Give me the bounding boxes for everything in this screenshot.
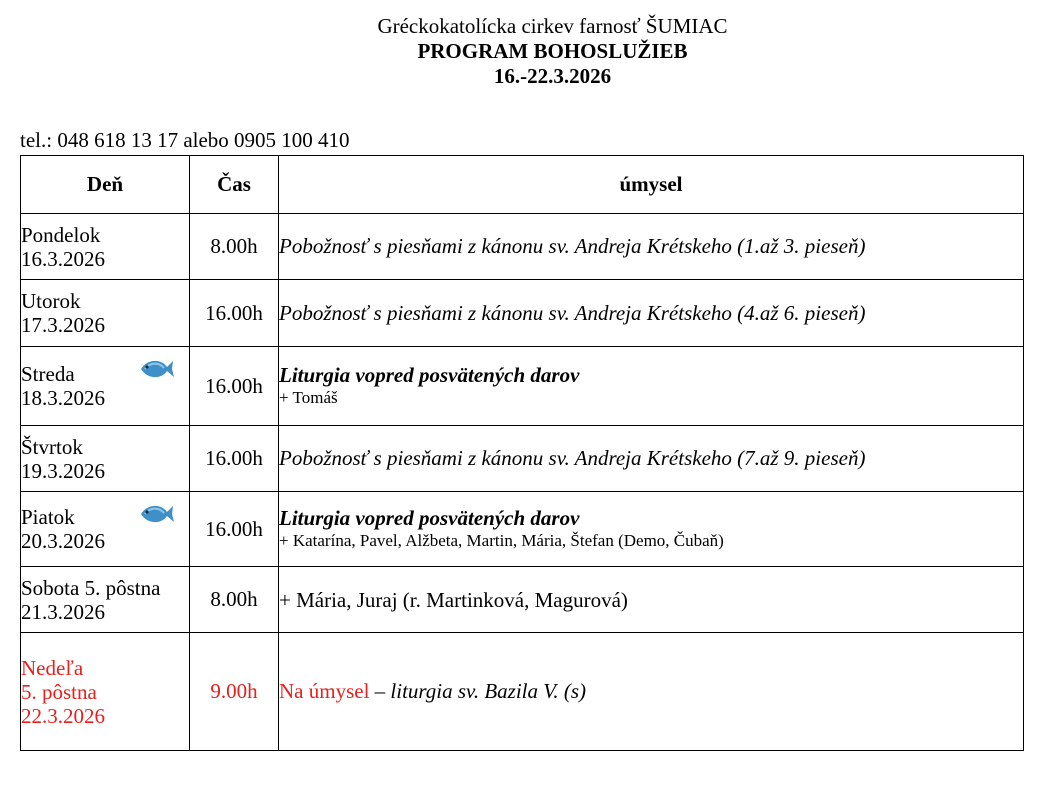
- intent-italic: liturgia sv. Bazila V. (s): [390, 679, 587, 703]
- day-date: 22.3.2026: [21, 703, 105, 728]
- time-cell: 8.00h: [190, 567, 279, 633]
- intent-cell: Pobožnosť s piesňami z kánonu sv. Andreja Krétskeho (1.až 3. pieseň): [279, 214, 1024, 280]
- date-range: 16.-22.3.2026: [493, 64, 612, 88]
- table-row: [21, 492, 1024, 567]
- contact-phone: tel.: 048 618 13 17 alebo 0905 100 410: [20, 128, 350, 152]
- day-date: 18.3.2026: [21, 386, 105, 410]
- fish-icon: [139, 502, 175, 526]
- time-cell: 16.00h: [190, 492, 279, 567]
- day-cell: [21, 214, 190, 280]
- table-row: [21, 426, 1024, 492]
- intent-title: Liturgia vopred posvätených darov: [279, 506, 580, 530]
- intent-cell: Pobožnosť s piesňami z kánonu sv. Andreja Krétskeho (4.až 6. pieseň): [279, 280, 1024, 347]
- table-row: [21, 633, 1024, 751]
- day-name: Utorok: [21, 289, 81, 313]
- intent-cell: [279, 633, 1024, 751]
- day-date: 16.3.2026: [21, 246, 105, 271]
- time-cell: 16.00h: [190, 426, 279, 492]
- table-row: [21, 347, 1024, 426]
- intent-subtitle: + Tomáš: [279, 388, 338, 407]
- document-title: PROGRAM BOHOSLUŽIEB: [417, 39, 688, 63]
- time-cell: 16.00h: [190, 280, 279, 347]
- time-cell: 9.00h: [190, 633, 279, 751]
- table-header-row: [21, 156, 1024, 214]
- column-header-day: Deň: [21, 156, 190, 214]
- day-cell: [21, 347, 190, 426]
- intent-subtitle: + Katarína, Pavel, Alžbeta, Martin, Mária, Štefan (Demo, Čubaň): [279, 531, 724, 550]
- day-cell: [21, 492, 190, 567]
- intent-lead: Na úmysel: [279, 679, 370, 703]
- day-date: 21.3.2026: [21, 599, 105, 624]
- intent-cell: [279, 492, 1024, 567]
- intent-cell: [279, 347, 1024, 426]
- intent-cell: + Mária, Juraj (r. Martinková, Magurová): [279, 567, 1024, 633]
- table-row: [21, 214, 1024, 280]
- day-name: Štvrtok: [21, 434, 83, 459]
- column-header-time: Čas: [190, 156, 279, 214]
- intent-dash: –: [369, 679, 391, 703]
- column-header-intent: úmysel: [279, 156, 1024, 214]
- document-header: [0, 14, 1039, 89]
- day-name: Nedeľa: [21, 655, 84, 680]
- day-name: Pondelok: [21, 222, 101, 247]
- table-row: [21, 280, 1024, 347]
- table-row: [21, 567, 1024, 633]
- time-cell: 8.00h: [190, 214, 279, 280]
- intent-title: Liturgia vopred posvätených darov: [279, 363, 580, 387]
- day-subtitle: 5. pôstna: [21, 679, 97, 704]
- time-cell: 16.00h: [190, 347, 279, 426]
- schedule-table: [20, 155, 1024, 751]
- parish-name: Gréckokatolícka cirkev farnosť ŠUMIAC: [377, 14, 728, 38]
- day-cell: [21, 633, 190, 751]
- day-date: 20.3.2026: [21, 529, 105, 553]
- day-name: Streda: [21, 362, 75, 386]
- day-cell: [21, 280, 190, 347]
- day-date: 19.3.2026: [21, 458, 105, 483]
- day-name: Sobota 5. pôstna: [21, 575, 161, 600]
- day-date: 17.3.2026: [21, 313, 105, 337]
- day-name: Piatok: [21, 505, 75, 529]
- fish-icon: [139, 357, 175, 381]
- day-cell: [21, 426, 190, 492]
- day-cell: [21, 567, 190, 633]
- intent-cell: Pobožnosť s piesňami z kánonu sv. Andreja Krétskeho (7.až 9. pieseň): [279, 426, 1024, 492]
